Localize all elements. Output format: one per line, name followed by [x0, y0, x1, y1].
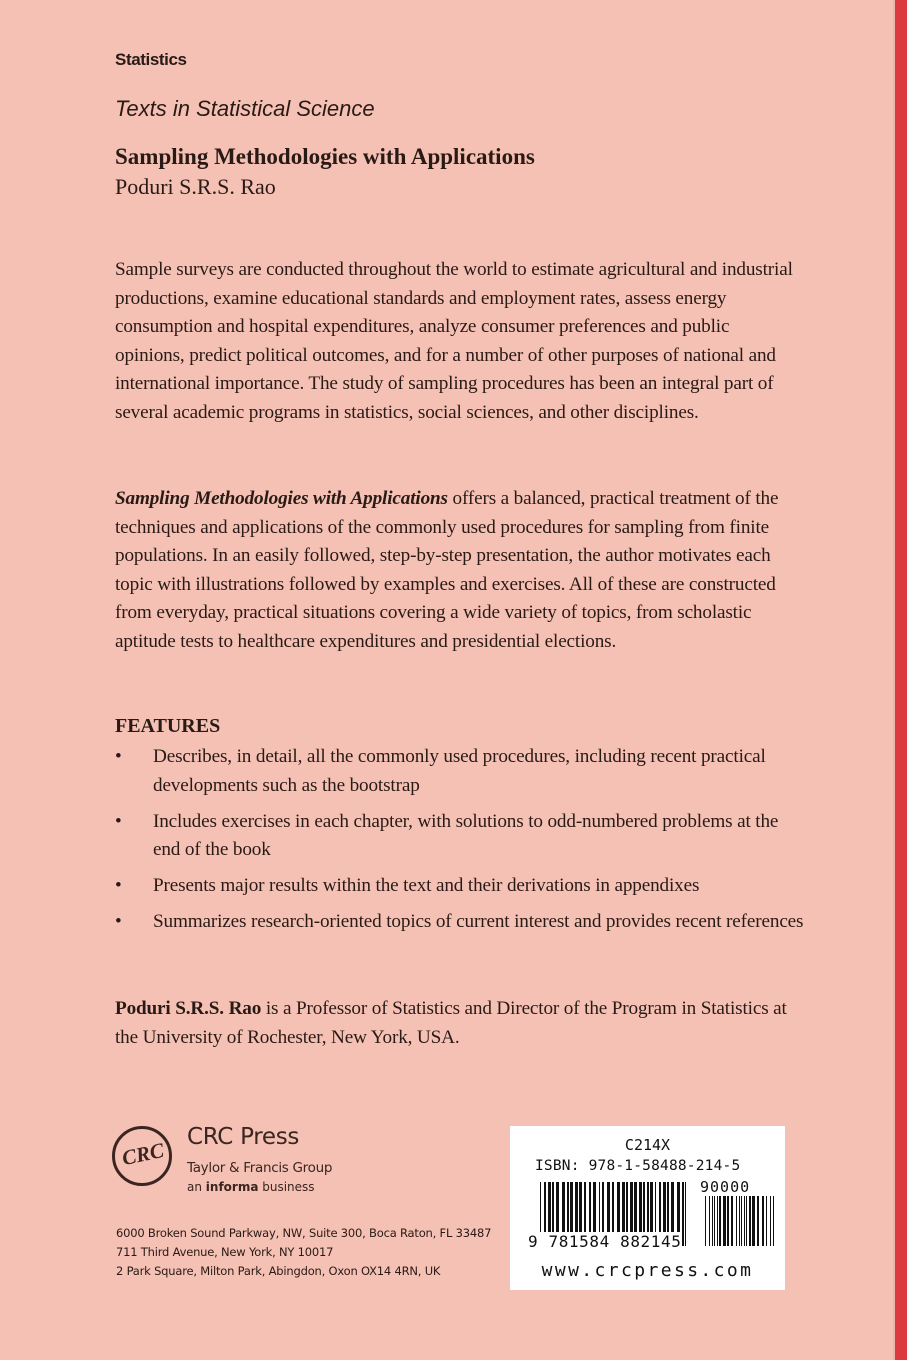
feature-item — [115, 872, 805, 901]
bullet-icon: • — [115, 875, 122, 897]
publisher-logo — [112, 1122, 362, 1202]
book-author: Poduri S.R.S. Rao — [115, 174, 276, 199]
barcode-bar — [739, 1196, 740, 1246]
feature-text: Presents major results within the text and their derivations in appendixes — [153, 875, 700, 897]
description-paragraph-1: Sample surveys are conducted throughout the world to estimate agricultural and industrial productions, examine educational standards and employment rates, assess energy consumption and hospital expenditures, analyze consumer preferences and public opinions, predict political outcomes, and for a number of other purposes of national and international importance. The study of sampling procedures has been an integral part of several academic programs in statistics, social sciences, and other disciplines. — [115, 259, 793, 423]
barcode-label — [510, 1126, 785, 1290]
feature-text: Summarizes research-oriented topics of current interest and provides recent references — [153, 911, 804, 933]
series-name: Texts in Statistical Science — [115, 96, 375, 121]
barcode-bar — [766, 1196, 767, 1246]
feature-item — [115, 743, 805, 800]
author-bio-text: is a Professor of Statistics and Director of the Program in Statistics at the University of Rochester, New York, USA. — [115, 998, 787, 1048]
ean-number: 9 781584 882145 — [528, 1232, 682, 1251]
barcode-bar — [705, 1196, 706, 1246]
barcode-bar — [723, 1196, 726, 1246]
barcode-bar — [770, 1196, 771, 1246]
features-list — [115, 743, 805, 945]
publisher-addresses — [116, 1224, 491, 1281]
barcode-bar — [762, 1196, 764, 1246]
publisher-tagline — [187, 1180, 315, 1194]
crc-logo-glyph: CRC — [119, 1137, 166, 1171]
publisher-group: Taylor & Francis Group — [187, 1160, 333, 1176]
features-heading: FEATURES — [115, 715, 221, 737]
inline-book-title: Sampling Methodologies with Applications — [115, 488, 448, 509]
barcode-bar — [727, 1196, 729, 1246]
description-paragraph-2-text: offers a balanced, practical treatment of the techniques and applications of the commonly used procedures for sampling from finite populations. In an easily followed, step-by-step presentation, the author motivates each topic with illustrations followed by examples and exercises. All of these are constructed from everyday, practical situations covering a wide variety of topics, from scholastic aptitude tests to healthcare expenditures and presidential elections. — [115, 488, 779, 652]
tagline-prefix: an — [187, 1180, 206, 1194]
barcode-bar — [685, 1182, 686, 1246]
barcode-bar — [744, 1196, 745, 1246]
addon-barcode-icon — [705, 1196, 775, 1246]
publisher-name: CRC Press — [187, 1124, 300, 1150]
barcode-bar — [773, 1196, 774, 1246]
category-label: Statistics — [115, 50, 187, 69]
barcode-bar — [731, 1196, 733, 1246]
ean-digits — [528, 1232, 682, 1251]
addon-code: 90000 — [700, 1178, 751, 1196]
isbn-text: ISBN: 978-1-58488-214-5 — [535, 1158, 741, 1174]
address-line: 2 Park Square, Milton Park, Abingdon, Oxon OX14 4RN, UK — [116, 1264, 441, 1278]
feature-item — [115, 908, 805, 937]
barcode-bar — [752, 1196, 755, 1246]
bullet-icon: • — [115, 810, 122, 832]
barcode-bar — [714, 1196, 715, 1246]
bullet-icon: • — [115, 911, 122, 933]
barcode-bar — [682, 1182, 684, 1246]
spine-strip — [895, 0, 907, 1360]
barcode-bar — [736, 1196, 737, 1246]
bullet-icon: • — [115, 746, 122, 767]
barcode-bar — [712, 1196, 713, 1246]
description-paragraph-2 — [115, 485, 795, 657]
barcode-bar — [757, 1196, 759, 1246]
price-code: C214X — [624, 1136, 671, 1154]
barcode-bar — [741, 1196, 742, 1246]
barcode-bar — [717, 1196, 718, 1246]
address-line: 6000 Broken Sound Parkway, NW, Suite 300, Boca Raton, FL 33487 — [116, 1226, 492, 1240]
author-bio — [115, 995, 805, 1052]
feature-item — [115, 808, 805, 865]
tagline-brand: informa — [205, 1180, 259, 1194]
book-title: Sampling Methodologies with Applications — [115, 144, 535, 169]
feature-text: Includes exercises in each chapter, with solutions to odd-numbered problems at the end of the book — [153, 810, 779, 861]
tagline-suffix: business — [258, 1180, 315, 1194]
barcode-bar — [709, 1196, 710, 1246]
barcode-bar — [719, 1196, 721, 1246]
publisher-url: www.crcpress.com — [541, 1260, 754, 1281]
feature-text: Describes, in detail, all the commonly used procedures, including recent practical developments such as the bootstrap — [153, 746, 766, 796]
barcode-bar — [746, 1196, 747, 1246]
author-bio-name: Poduri S.R.S. Rao — [115, 998, 262, 1019]
address-line: 711 Third Avenue, New York, NY 10017 — [116, 1245, 334, 1259]
barcode-bar — [749, 1196, 751, 1246]
